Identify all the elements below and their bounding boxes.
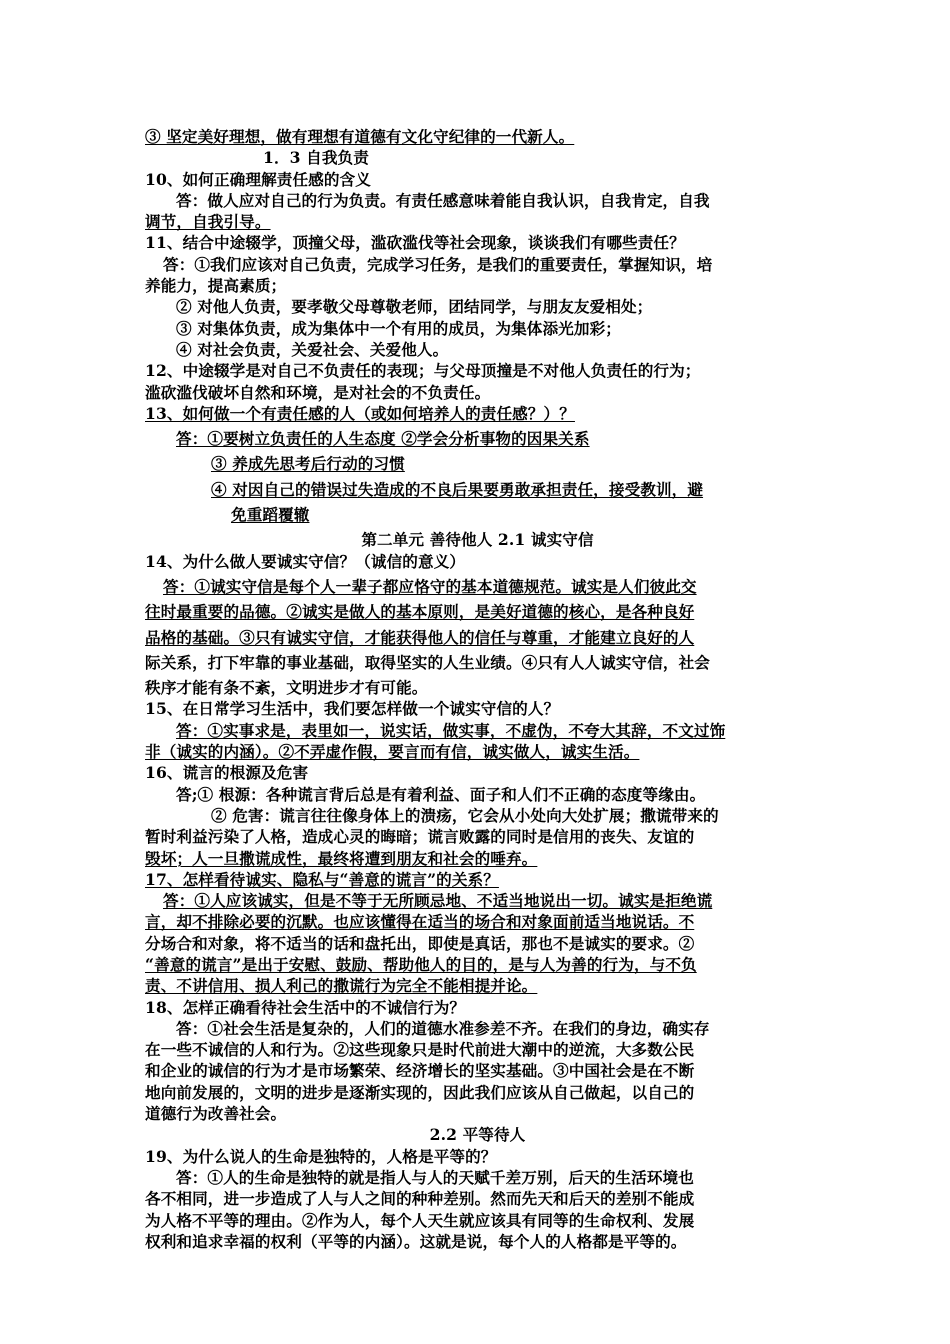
question-heading: 13、如何做一个有责任感的人（或如何培养人的责任感？）？ [145, 403, 575, 423]
answer-line: 权利和追求幸福的权利（平等的内涵）。这就是说，每个人的人格都是平等的。 [145, 1231, 687, 1251]
answer-line: 毁坏；人一旦撒谎成性，最终将遭到朋友和社会的唾弃。 [145, 848, 538, 868]
answer-line: 秩序才能有条不紊，文明进步才有可能。 [145, 678, 428, 698]
answer-line: 为人格不平等的理由。②作为人，每个人天生就应该具有同等的生命权利、发展 [145, 1210, 695, 1230]
answer-line: 各不相同，进一步造成了人与人之间的种种差别。然而先天和后天的差别不能成 [145, 1189, 695, 1209]
text-line: ③ 坚定美好理想，做有理想有道德有文化守纪律的一代新人。 [145, 127, 575, 146]
answer-line: 品格的基础。③只有诚实守信，才能获得他人的信任与尊重，才能建立良好的人 [145, 627, 695, 647]
question-heading: 17、怎样看待诚实、隐私与“善意的谎言”的关系？ [145, 869, 499, 889]
answer-line: 和企业的诚信的行为才是市场繁荣、经济增长的坚实基础。③中国社会是在不断 [145, 1061, 695, 1081]
answer-line: 答：①人应该诚实，但是不等于无所顾忌地、不适当地说出一切。诚实是拒绝谎 [163, 891, 713, 911]
answer-line: ③ 对集体负责，成为集体中一个有用的成员，为集体添光加彩； [176, 318, 621, 338]
question-heading: 18、怎样正确看待社会生活中的不诚信行为？ [145, 997, 466, 1017]
answer-line: 答：①我们应该对自己负责，完成学习任务，是我们的重要责任，掌握知识，培 [163, 254, 713, 274]
answer-line: 往时最重要的品德。②诚实是做人的基本原则，是美好道德的核心，是各种良好 [145, 602, 695, 622]
answer-line: “善意的谎言”是出于安慰、鼓励、帮助他人的目的，是与人为善的行为，与不负 [145, 954, 697, 974]
question-heading: 10、如何正确理解责任感的含义 [145, 169, 371, 189]
answer-line: 答：①要树立负责任的人生态度 ②学会分析事物的因果关系 [176, 429, 590, 449]
answer-line: 责、不讲信用、损人利己的撒谎行为完全不能相提并论。 [145, 976, 538, 996]
text-line: 12、中途辍学是对自己不负责任的表现；与父母顶撞是不对他人负责任的行为； [145, 361, 701, 381]
answer-line: 答：①实事求是，表里如一，说实话，做实事，不虚伪，不夸大其辞，不文过饰 [176, 720, 726, 740]
question-heading: 14、为什么做人要诚实守信？（诚信的意义） [145, 551, 466, 571]
question-heading: 19、为什么说人的生命是独特的，人格是平等的？ [145, 1146, 497, 1166]
answer-line: 分场合和对象，将不适当的话和盘托出，即使是真话，那也不是诚实的要求。② [145, 933, 695, 953]
answer-line: 答：①社会生活是复杂的，人们的道德水准参差不齐。在我们的身边，确实存 [176, 1018, 710, 1038]
answer-line: ③ 养成先思考后行动的习惯 [211, 454, 405, 474]
answer-line: 道德行为改善社会。 [145, 1104, 287, 1124]
answer-line: ② 对他人负责，要孝敬父母尊敬老师，团结同学，与朋友友爱相处； [176, 297, 653, 317]
answer-line: ② 危害：谎言往往像身体上的溃疡，它会从小处向大处扩展；撒谎带来的 [211, 805, 719, 825]
answer-line: 答：做人应对自己的行为负责。有责任感意味着能自我认识，自我肯定，自我 [176, 190, 710, 210]
question-heading: 16、谎言的根源及危害 [145, 763, 309, 783]
answer-line: 地向前发展的，文明的进步是逐渐实现的，因此我们应该从自己做起，以自己的 [145, 1082, 695, 1102]
answer-line: 在一些不诚信的人和行为。②这些现象只是时代前进大潮中的逆流，大多数公民 [145, 1040, 695, 1060]
document-page [145, 126, 810, 1252]
answer-line: ④ 对因自己的错误过失造成的不良后果要勇敢承担责任，接受教训，避 [211, 479, 704, 499]
answer-line: 答;① 根源：各种谎言背后总是有着利益、面子和人们不正确的态度等缘由。 [176, 784, 706, 804]
answer-line: 答：①人的生命是独特的就是指人与人的天赋千差万别，后天的生活环境也 [176, 1167, 694, 1187]
answer-line: 养能力，提高素质； [145, 276, 287, 296]
answer-line: 际关系，打下牢靠的事业基础，取得坚实的人生业绩。④只有人人诚实守信，社会 [145, 652, 710, 672]
answer-line: 答：①诚实守信是每个人一辈子都应恪守的基本道德规范。诚实是人们彼此交 [163, 576, 697, 596]
question-heading: 15、在日常学习生活中，我们要怎样做一个诚实守信的人？ [145, 699, 560, 719]
answer-line: 非（诚实的内涵）。②不弄虚作假，要言而有信，诚实做人，诚实生活。 [145, 742, 640, 762]
answer-line: 调节，自我引导。 [145, 212, 271, 232]
answer-line: 言，却不排除必要的沉默。也应该懂得在适当的场合和对象面前适当地说话。不 [145, 912, 695, 932]
answer-line: 免重蹈覆辙 [231, 505, 310, 525]
answer-line: ④ 对社会负责，关爱社会、关爱他人。 [176, 339, 449, 359]
text-line: 滥砍滥伐破坏自然和环境，是对社会的不负责任。 [145, 382, 491, 402]
question-heading: 11、结合中途辍学，顶撞父母，滥砍滥伐等社会现象，谈谈我们有哪些责任？ [145, 233, 685, 253]
unit-heading: 第二单元 善待他人 2.1 诚实守信 [361, 530, 594, 550]
answer-line: 暂时利益污染了人格，造成心灵的晦暗；谎言败露的同时是信用的丧失、友谊的 [145, 827, 695, 847]
section-heading: 2.2 平等待人 [429, 1125, 526, 1145]
section-heading: 1．3 自我负责 [263, 148, 369, 168]
